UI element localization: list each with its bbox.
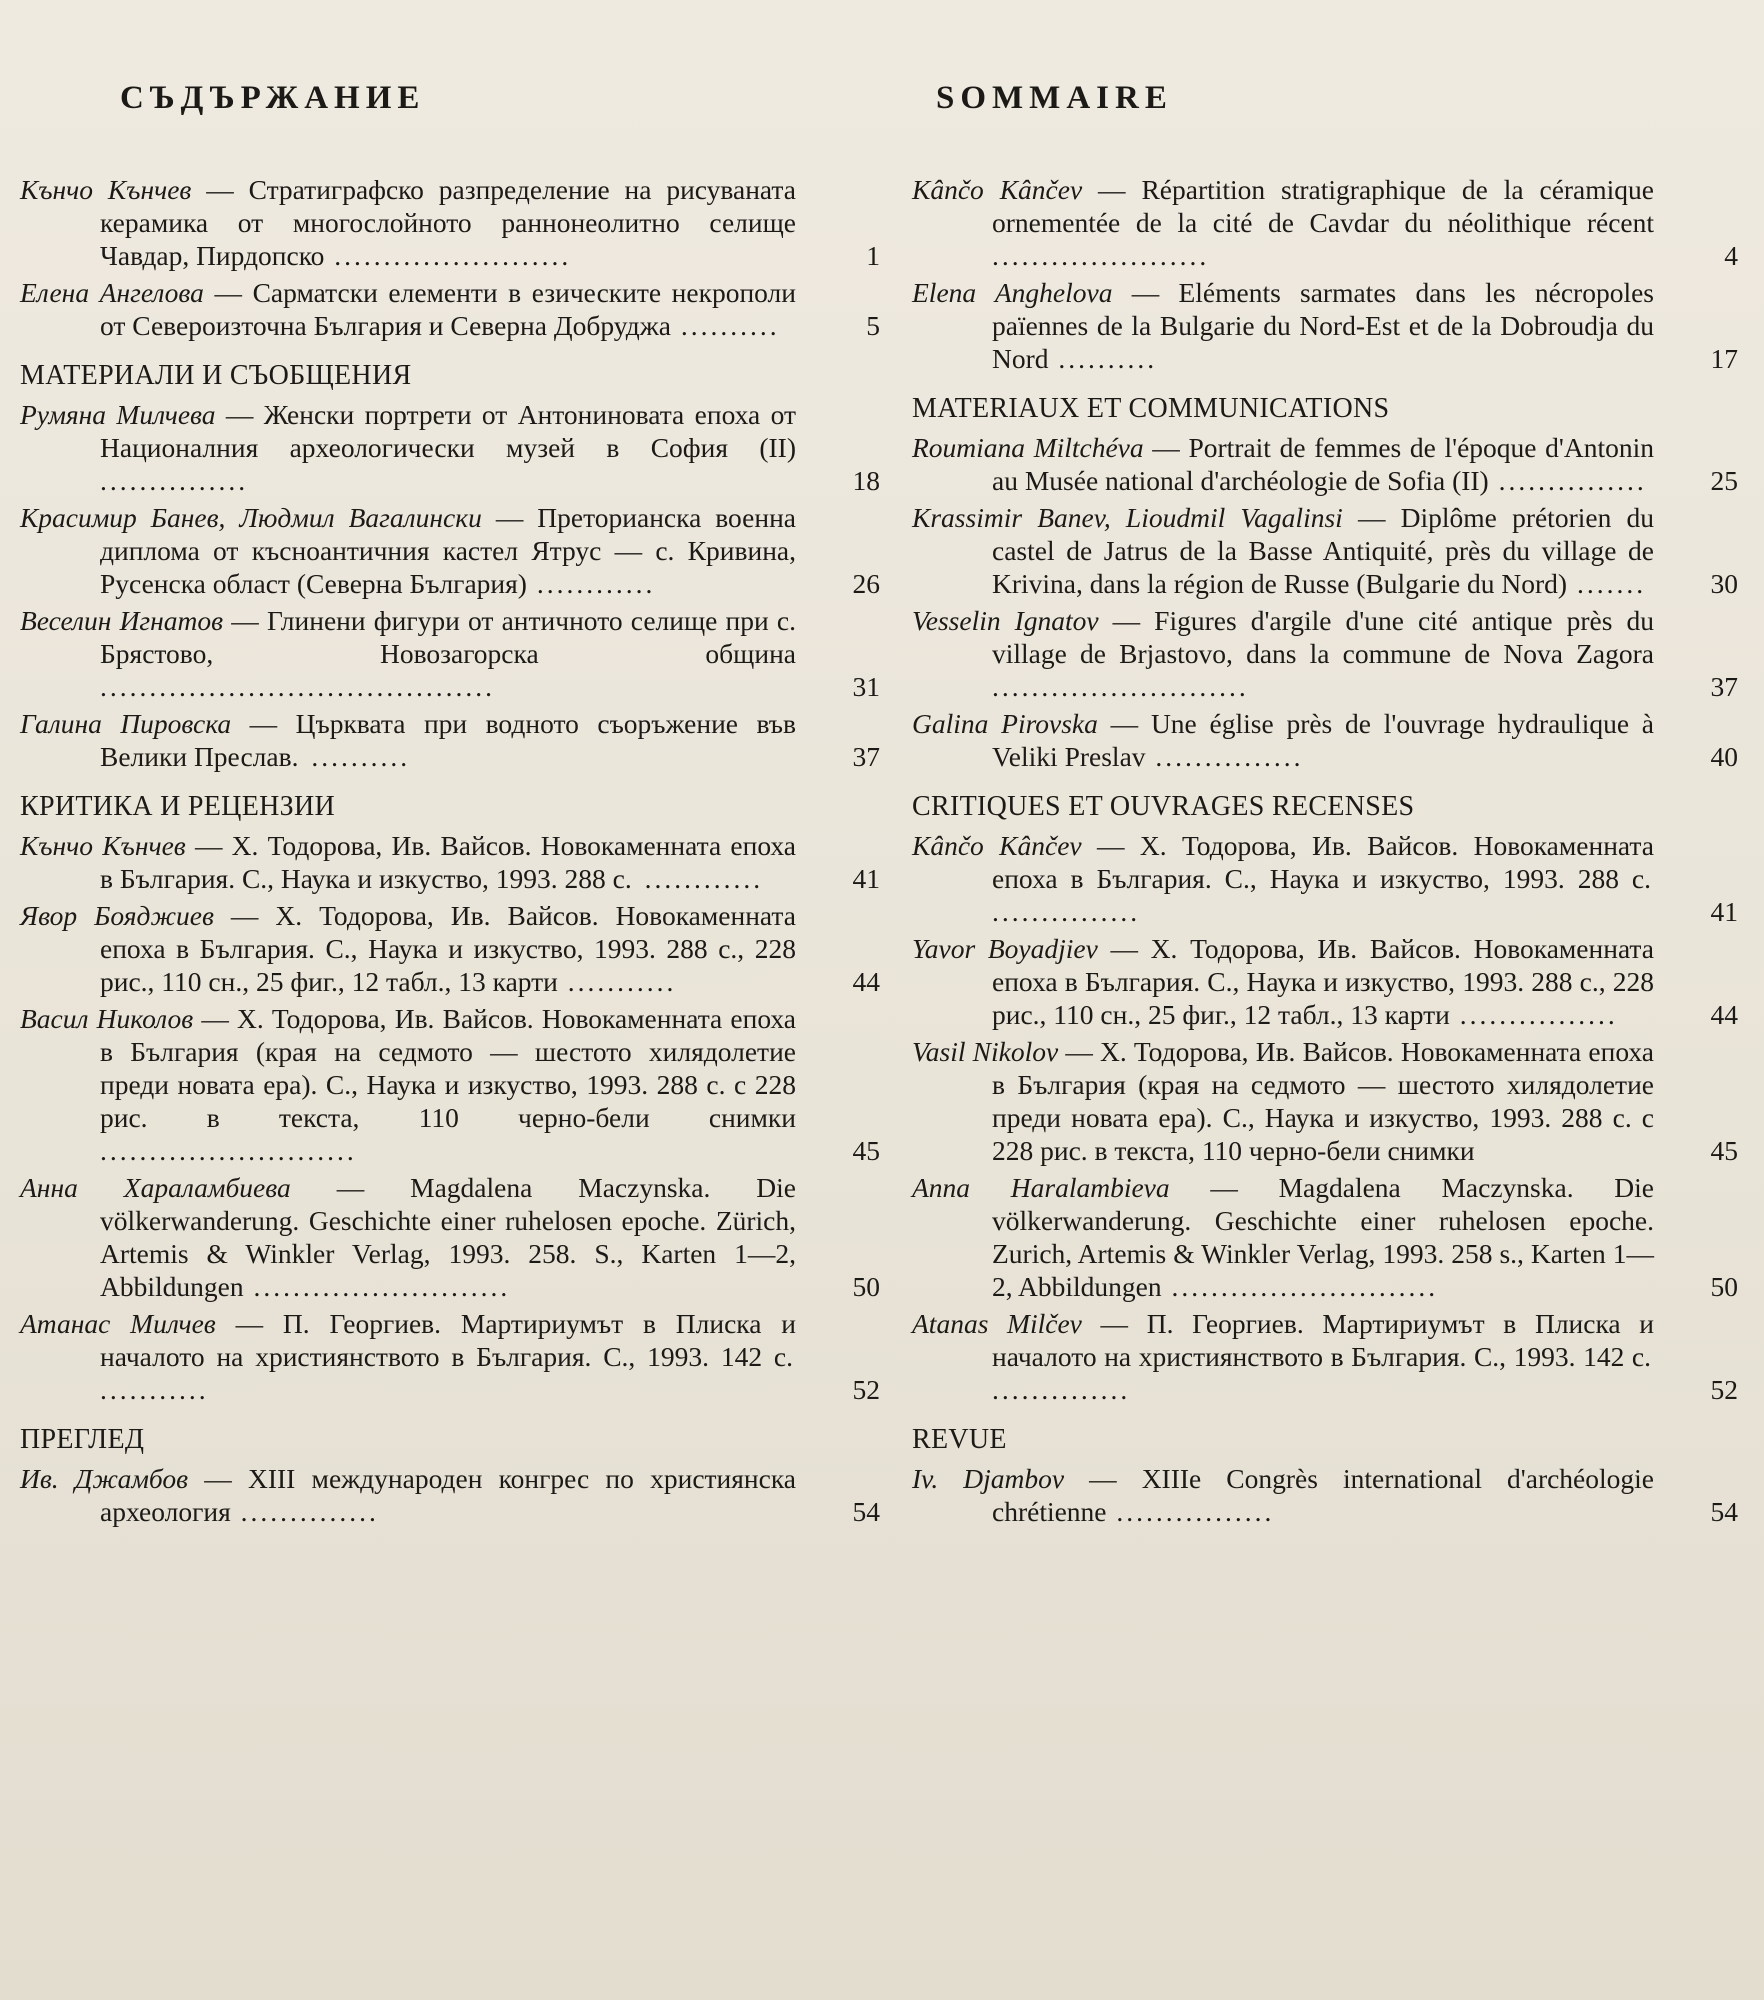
- entry-title: — Х. Тодорова, Ив. Вайсов. Новокаменната епоха в България. С., Наука и изкуство, 1993. 288 с: [100, 830, 796, 894]
- bulgarian-contents-column: [20, 80, 880, 1532]
- section-heading: MATERIAUX ET COMMUNICATIONS: [912, 393, 1390, 424]
- page-number: 5: [866, 310, 880, 341]
- entry-title: — Глинени фигури от античното селище при с. Брястово, Новозагорска община: [100, 605, 796, 669]
- entry-author: Анна Хараламбиева: [20, 1172, 291, 1203]
- toc-entry-text: [20, 1002, 796, 1167]
- leader-dots: ................: [1449, 999, 1618, 1030]
- entry-author: Kânčo Kânčev: [912, 830, 1082, 861]
- toc-entry-text: [912, 1171, 1654, 1303]
- toc-entry: [20, 1171, 880, 1303]
- page-number: 45: [852, 1135, 880, 1166]
- toc-entry: [912, 501, 1738, 600]
- toc-entry-text: [20, 1171, 796, 1303]
- page-number: 45: [1710, 1135, 1738, 1166]
- page-number: 4: [1724, 240, 1738, 271]
- leader-dots: ...........................: [1161, 1271, 1439, 1302]
- entry-author: Kânčo Kânčev: [912, 174, 1083, 205]
- toc-entry: [912, 431, 1738, 497]
- contents-title-bg: СЪДЪРЖАНИЕ: [120, 80, 426, 116]
- page-number: 30: [1710, 568, 1738, 599]
- toc-entry-text: [912, 501, 1654, 600]
- toc-entry: [20, 276, 880, 342]
- entry-author: Галина Пировска: [20, 708, 232, 739]
- toc-entry: [912, 829, 1738, 928]
- toc-entry-text: [20, 173, 796, 272]
- entry-title: — Magdalena Maczynska. Die völkerwanderung. Geschichte einer ruhelosen epoche. Zürich, Artemis & Winkler Verlag, 1993. 258. S., Karten 1—2, Abbildungen: [100, 1172, 796, 1302]
- leader-dots: ........................: [324, 240, 572, 271]
- leader-dots: ..........................: [100, 1135, 357, 1166]
- contents-title-fr: SOMMAIRE: [936, 80, 1173, 116]
- entry-title: — Magdalena Maczynska. Die völkerwanderung. Geschichte einer ruhelosen epoche. Zurich, Artemis & Winkler Verlag, 1993. 258 s., Karten 1—2, Abbildungen: [992, 1172, 1654, 1302]
- toc-entry-text: [20, 707, 796, 773]
- toc-entry: [912, 932, 1738, 1031]
- fr-sections: [912, 173, 1738, 1528]
- toc-entry: [20, 398, 880, 497]
- section-heading: МАТЕРИАЛИ И СЪОБЩЕНИЯ: [20, 360, 412, 391]
- page-number: 26: [852, 568, 880, 599]
- page-number: 50: [1710, 1271, 1738, 1302]
- entry-title: — Сарматски елементи в езическите некрополи от Североизточна България и Северна Добруджа: [100, 277, 796, 341]
- entry-author: Atanas Milčev: [912, 1308, 1082, 1339]
- entry-author: Красимир Банев, Людмил Вагалински: [20, 502, 482, 533]
- page-number: 44: [852, 966, 880, 997]
- entry-title: — Répartition stratigraphique de la céramique ornementée de la cité de Cavdar du néolithique récent: [992, 174, 1654, 238]
- toc-entry-text: [20, 1307, 796, 1406]
- page-number: 17: [1710, 343, 1738, 374]
- entry-title: — П. Георгиев. Мартириумът в Плиска и началото на християнството в България. С., 1993. 142 с: [992, 1308, 1655, 1372]
- toc-entry: [912, 1035, 1738, 1167]
- toc-entry-text: [20, 501, 796, 600]
- toc-entry-text: [912, 431, 1654, 497]
- toc-entry: [20, 604, 880, 703]
- entry-author: Anna Haralambieva: [912, 1172, 1170, 1203]
- toc-entry: [912, 173, 1738, 272]
- entry-author: Yavor Boyadjiev: [912, 933, 1098, 964]
- entry-author: Явор Бояджиев: [20, 900, 214, 931]
- toc-entry-text: [20, 604, 796, 703]
- entry-title: — Женски портрети от Антониновата епоха от Националния археологически музей в София (II): [100, 399, 797, 463]
- page-number: 1: [866, 240, 880, 271]
- leader-dots: ..........................: [243, 1271, 511, 1302]
- leader-dots: . ...........: [100, 1341, 796, 1405]
- page-number: 40: [1710, 741, 1738, 772]
- entry-title: — XIII международен конгрес по християнска археология: [100, 1463, 796, 1527]
- entry-author: Ив. Джамбов: [20, 1463, 189, 1494]
- page-number: 37: [852, 741, 880, 772]
- entry-author: Vasil Nikolov: [912, 1036, 1059, 1067]
- toc-entry-text: [912, 932, 1654, 1031]
- entry-author: Galina Pirovska: [912, 708, 1098, 739]
- leader-dots: ............: [526, 568, 656, 599]
- entry-title: — Diplôme prétorien du castel de Jatrus de la Basse Antiquité, près du village de Krivina, dans la région de Russe (Bulgarie du Nord): [992, 502, 1654, 599]
- entry-title: — Х. Тодорова, Ив. Вайсов. Новокаменната епоха в България. С., Наука и изкуство, 1993. 288 с., 228 рис., 110 сн., 25 фиг., 12 табл., 13 карти: [100, 900, 796, 997]
- section-heading: REVUE: [912, 1424, 1007, 1455]
- entry-author: Васил Николов: [20, 1003, 194, 1034]
- entry-author: Кънчо Кънчев: [20, 830, 186, 861]
- toc-section: [912, 1424, 1738, 1528]
- toc-entry-text: [912, 1307, 1654, 1406]
- leader-dots: ..........: [1048, 343, 1158, 374]
- entry-author: Атанас Милчев: [20, 1308, 216, 1339]
- toc-entry: [912, 707, 1738, 773]
- toc-entry-text: [912, 707, 1654, 773]
- toc-entry-text: [912, 1462, 1654, 1528]
- toc-entry: [20, 1462, 880, 1528]
- entry-author: Roumiana Miltchéva: [912, 432, 1144, 463]
- toc-entry-text: [20, 276, 796, 342]
- leader-dots: . ............: [624, 863, 764, 894]
- toc-entry: [912, 1462, 1738, 1528]
- leader-dots: ........................................: [100, 671, 495, 702]
- entry-author: Кънчо Кънчев: [20, 174, 192, 205]
- leader-dots: ..............: [230, 1496, 379, 1527]
- section-heading: ПРЕГЛЕД: [20, 1424, 145, 1455]
- toc-entry: [20, 1307, 880, 1406]
- entry-title: — Х. Тодорова, Ив. Вайсов. Новокаменната епоха в България. С., Наука и изкуство, 1993. 288 с: [992, 830, 1654, 894]
- bg-sections: [20, 173, 880, 1528]
- section-heading: КРИТИКА И РЕЦЕНЗИИ: [20, 791, 335, 822]
- entry-title: — Figures d'argile d'une cité antique près du village de Brjastovo, dans la commune de Nova Zagora: [992, 605, 1654, 669]
- leader-dots: ..........: [670, 310, 780, 341]
- leader-dots: . ..........: [291, 741, 411, 772]
- toc-entry: [912, 276, 1738, 375]
- page-number: 52: [852, 1374, 880, 1405]
- entry-title: — Eléments sarmates dans les nécropoles païennes de la Bulgarie du Nord-Est et de la Dobroudja du Nord: [992, 277, 1654, 374]
- entry-title: — XIIIe Congrès international d'archéologie chrétienne: [992, 1463, 1655, 1527]
- entry-title: — П. Георгиев. Мартириумът в Плиска и началото на християнството в България. С., 1993. 142 с: [100, 1308, 797, 1372]
- entry-title: — Х. Тодорова, Ив. Вайсов. Новокаменната епоха в България. С., Наука и изкуство, 1993. 288 с., 228 рис., 110 сн., 25 фиг., 12 табл., 13 карти: [992, 933, 1654, 1030]
- toc-entry: [20, 899, 880, 998]
- entry-author: Elena Anghelova: [912, 277, 1113, 308]
- entry-title: — Portrait de femmes de l'époque d'Antonin au Musée national d'archéologie de Sofia (II): [992, 432, 1654, 496]
- entry-author: Iv. Djambov: [912, 1463, 1065, 1494]
- page-number: 44: [1710, 999, 1738, 1030]
- toc-entry: [20, 501, 880, 600]
- toc-entry: [912, 604, 1738, 703]
- toc-section: [20, 360, 880, 773]
- toc-entry: [20, 1002, 880, 1167]
- leader-dots: . ...............: [992, 863, 1654, 927]
- toc-section: [20, 173, 880, 342]
- toc-section: [912, 393, 1738, 773]
- leader-dots: . ..............: [992, 1341, 1654, 1405]
- toc-section: [20, 1424, 880, 1528]
- entry-author: Vesselin Ignatov: [912, 605, 1099, 636]
- entry-title: — Църквата при водното съоръжение във Велики Преслав: [100, 708, 796, 772]
- page-number: 18: [852, 465, 880, 496]
- entry-title: — Х. Тодорова, Ив. Вайсов. Новокаменната епоха в България (края на седмото — шестото хилядолетие преди новата ера). С., Наука и изкуство, 1993. 288 с. с 228 рис. в текста, 110 черно-бели снимки: [100, 1003, 796, 1133]
- toc-entry: [912, 1307, 1738, 1406]
- toc-entry-text: [20, 1462, 796, 1528]
- toc-entry: [20, 829, 880, 895]
- toc-entry-text: [20, 829, 796, 895]
- entry-title: — Стратиграфско разпределение на рисуваната керамика от многослойното раннонеолитно селище Чавдар, Пирдопско: [100, 174, 796, 271]
- toc-entry-text: [20, 899, 796, 998]
- entry-author: Веселин Игнатов: [20, 605, 224, 636]
- toc-entry-text: [912, 1035, 1654, 1167]
- page-number: 31: [852, 671, 880, 702]
- toc-entry-text: [20, 398, 796, 497]
- page-number: 50: [852, 1271, 880, 1302]
- leader-dots: ...............: [1145, 741, 1304, 772]
- entry-author: Елена Ангелова: [20, 277, 204, 308]
- leader-dots: ...............: [1488, 465, 1647, 496]
- entry-title: — Х. Тодорова, Ив. Вайсов. Новокаменната епоха в България (края на седмото — шестото хилядолетие преди новата ера). С., Наука и изкуство, 1993. 288 с. с 228 рис. в текста, 110 черно-бели снимки: [992, 1036, 1654, 1166]
- section-heading: CRITIQUES ET OUVRAGES RECENSES: [912, 791, 1415, 822]
- toc-entry: [20, 707, 880, 773]
- page-number: 41: [1710, 896, 1738, 927]
- toc-entry-text: [912, 829, 1654, 928]
- page-number: 25: [1710, 465, 1738, 496]
- entry-author: Румяна Милчева: [20, 399, 216, 430]
- toc-entry-text: [912, 276, 1654, 375]
- leader-dots: ...............: [100, 465, 249, 496]
- page-number: 37: [1710, 671, 1738, 702]
- page-number: 54: [1710, 1496, 1738, 1527]
- toc-entry-text: [912, 173, 1654, 272]
- leader-dots: ......................: [992, 240, 1210, 271]
- toc-section: [20, 791, 880, 1406]
- page-number: 54: [852, 1496, 880, 1527]
- leader-dots: .......: [1567, 568, 1647, 599]
- page-number: 41: [852, 863, 880, 894]
- entry-title: — Преторианска военна диплома от късноантичния кастел Ятрус — с. Кривина, Русенска област (Северна България): [100, 502, 796, 599]
- toc-entry: [20, 173, 880, 272]
- entry-title: — Une église près de l'ouvrage hydraulique à Veliki Preslav: [992, 708, 1655, 772]
- toc-entry: [912, 1171, 1738, 1303]
- page-number: 52: [1710, 1374, 1738, 1405]
- french-contents-column: [912, 80, 1738, 1532]
- toc-section: [912, 791, 1738, 1406]
- leader-dots: ..........................: [992, 671, 1249, 702]
- toc-section: [912, 173, 1738, 375]
- toc-entry-text: [912, 604, 1654, 703]
- leader-dots: ................: [1106, 1496, 1275, 1527]
- leader-dots: ...........: [557, 966, 677, 997]
- entry-author: Krassimir Banev, Lioudmil Vagalinsi: [912, 502, 1343, 533]
